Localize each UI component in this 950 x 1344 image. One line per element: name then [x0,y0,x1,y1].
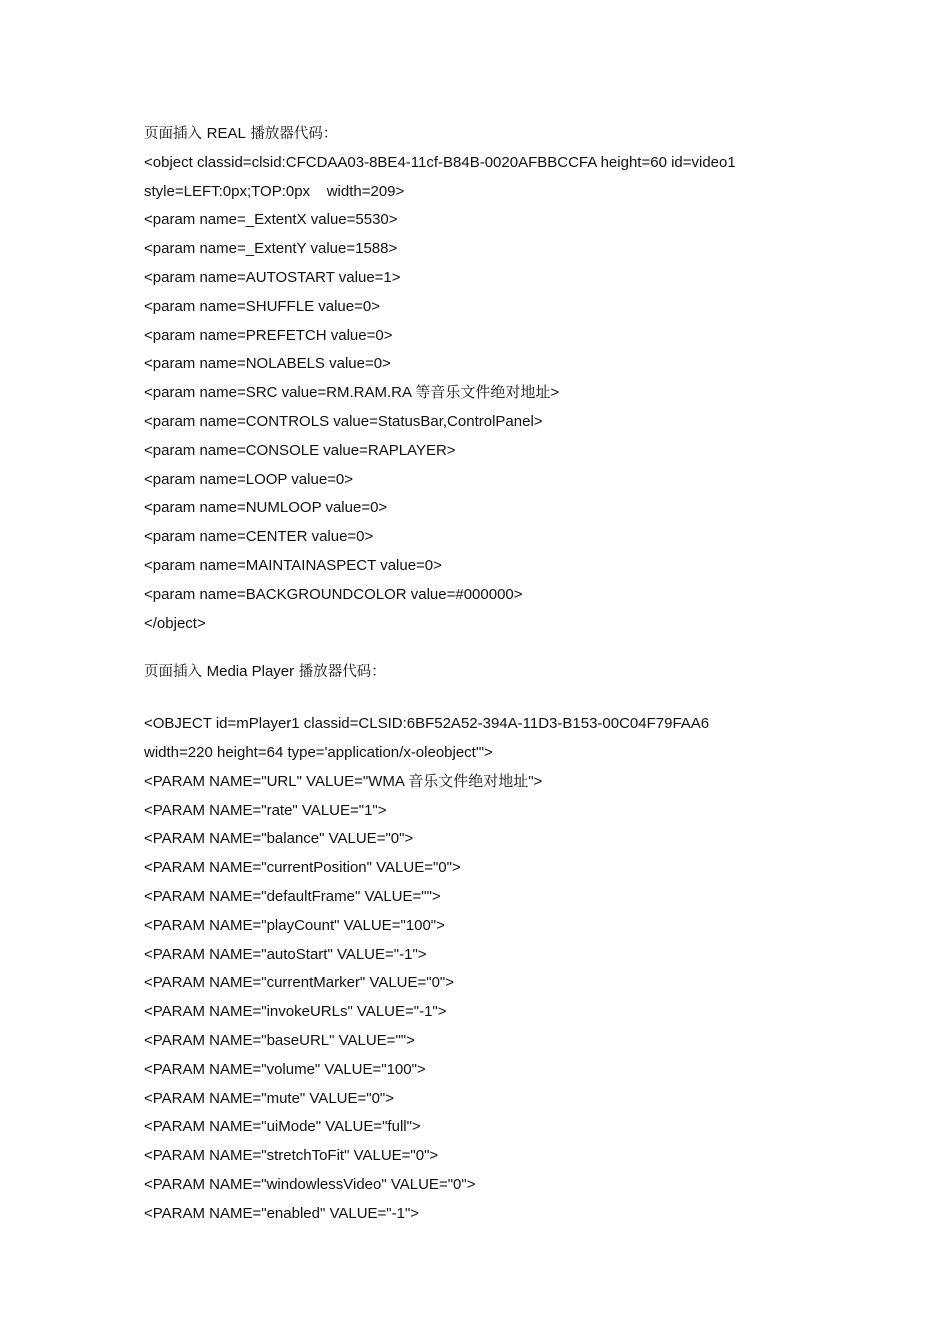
code-line: <PARAM NAME="baseURL" VALUE=""> [144,1031,415,1049]
code-line: <PARAM NAME="currentPosition" VALUE="0"> [144,859,461,877]
code-line: <param name=SHUFFLE value=0> [144,297,380,315]
heading-prefix: 页面插入 [144,126,207,142]
code-line: <PARAM NAME="autoStart" VALUE="-1"> [144,945,427,963]
code-line: style=LEFT:0px;TOP:0px width=209> [144,182,405,200]
heading-suffix: 播放器代码： [245,126,338,142]
real-player-heading [144,120,864,149]
real-player-code-block [144,149,864,639]
media-player-code-block [144,710,864,1228]
code-line: <param name=CENTER value=0> [144,528,374,546]
code-line: <PARAM NAME="defaultFrame" VALUE=""> [144,887,441,905]
code-line: <param name=LOOP value=0> [144,470,354,488]
code-line: <param name=CONTROLS value=StatusBar,ControlPanel> [144,412,543,430]
code-line: <param name=NUMLOOP value=0> [144,499,388,517]
document-body [144,120,864,1228]
code-line: <param name=MAINTAINASPECT value=0> [144,556,442,574]
code-line: <param name=AUTOSTART value=1> [144,268,401,286]
code-line: <PARAM NAME="balance" VALUE="0"> [144,830,414,848]
code-line: width=220 height=64 type='application/x-oleobject'"> [144,743,493,761]
heading-prefix: 页面插入 [144,664,207,681]
code-line: <PARAM NAME="playCount" VALUE="100"> [144,916,445,934]
code-line: <param name=PREFETCH value=0> [144,326,393,344]
code-line: <PARAM NAME="volume" VALUE="100"> [144,1060,426,1078]
code-line: </object> [144,614,206,632]
code-line: <PARAM NAME="mute" VALUE="0"> [144,1089,395,1107]
code-line: <PARAM NAME="windowlessVideo" VALUE="0"> [144,1175,476,1193]
code-line: <param name=CONSOLE value=RAPLAYER> [144,441,456,459]
code-line: <PARAM NAME="currentMarker" VALUE="0"> [144,974,455,992]
code-line: <PARAM NAME="rate" VALUE="1"> [144,801,387,819]
code-line: <PARAM NAME="enabled" VALUE="-1"> [144,1204,420,1222]
code-line: <param name=SRC value=RM.RAM.RA 等音乐文件绝对地址> [144,384,560,402]
code-line: <PARAM NAME="invokeURLs" VALUE="-1"> [144,1003,447,1021]
heading-suffix: 播放器代码： [294,664,386,681]
section-spacer [144,638,864,658]
code-line: <param name=BACKGROUNDCOLOR value=#000000> [144,585,523,603]
section-spacer [144,687,864,710]
code-line: <PARAM NAME="stretchToFit" VALUE="0"> [144,1147,439,1165]
code-line: <param name=_ExtentX value=5530> [144,211,398,229]
code-line: <PARAM NAME="uiMode" VALUE="full"> [144,1118,421,1136]
heading-product: Media Player [206,663,295,681]
code-line: <param name=_ExtentY value=1588> [144,240,398,258]
code-line: <object classid=clsid:CFCDAA03-8BE4-11cf-B84B-0020AFBBCCFA height=60 id=video1 [144,153,736,171]
heading-product: REAL [206,125,246,142]
media-player-heading [144,658,864,687]
code-line: <PARAM NAME="URL" VALUE="WMA 音乐文件绝对地址"> [144,772,543,790]
code-line: <param name=NOLABELS value=0> [144,355,391,373]
code-line: <OBJECT id=mPlayer1 classid=CLSID:6BF52A52-394A-11D3-B153-00C04F79FAA6 [144,715,710,733]
